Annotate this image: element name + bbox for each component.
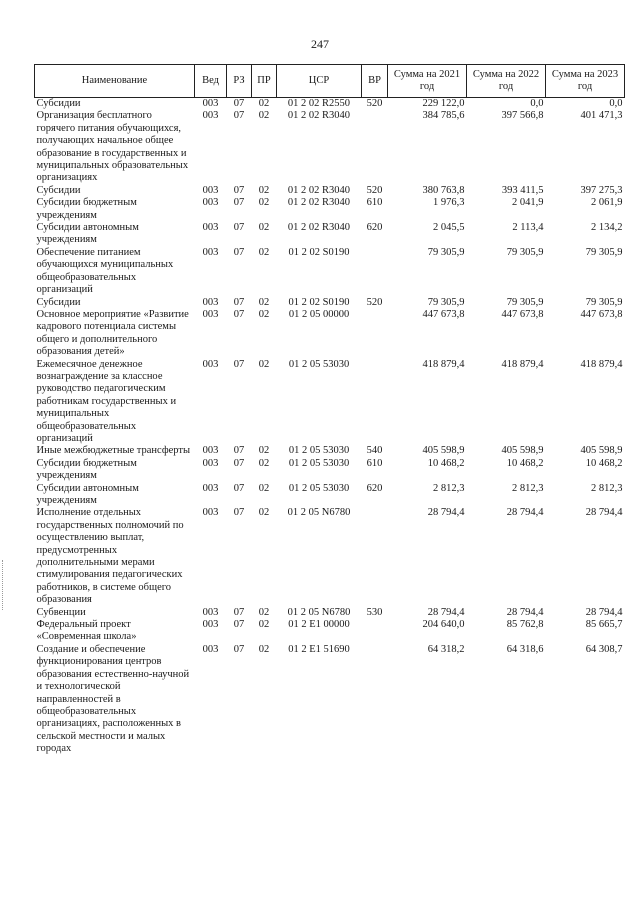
row-vr	[362, 507, 388, 606]
row-name: Ежемесячное денежное вознаграждение за классное руководство педагогическим работникам государственных и муниципальных общеобразовательных организаций	[36, 358, 177, 444]
row-rz: 07	[233, 296, 245, 308]
row-sum-2023: 401 471,3	[580, 110, 623, 122]
row-sum-2022: 64 318,6	[506, 643, 544, 655]
row-vr	[362, 644, 388, 756]
table-row	[35, 110, 625, 184]
row-sum-2021: 229 122,0	[388, 98, 467, 111]
row-sum-2023: 397 275,3	[580, 184, 623, 196]
row-ved: 003	[202, 358, 219, 370]
row-name: Субсидии бюджетным учреждениям	[36, 457, 137, 482]
table-row	[35, 483, 625, 508]
row-pr: 02	[258, 619, 270, 631]
row-sum-2022: 79 305,9	[506, 296, 544, 308]
row-name: Основное мероприятие «Развитие кадрового потенциала системы общего и дополнительного образования детей»	[36, 308, 189, 358]
row-sum-2021: 2 045,5	[433, 222, 465, 234]
row-sum-2023: 85 665,7	[585, 619, 623, 631]
row-sum-2023: 405 598,9	[580, 445, 623, 457]
table-row	[35, 98, 625, 111]
row-ved: 003	[202, 445, 219, 457]
row-sum-2022: 28 794,4	[506, 606, 544, 618]
row-csr: 01 2 E1 00000	[288, 619, 350, 631]
row-ved: 003	[202, 606, 219, 618]
row-name: Субвенции	[36, 606, 86, 618]
row-pr: 02	[258, 457, 270, 469]
row-sum-2022: 10 468,2	[506, 457, 544, 469]
row-csr: 01 2 02 R3040	[287, 184, 351, 196]
row-vr: 620	[366, 222, 383, 234]
row-vr: 520	[366, 296, 383, 308]
row-rz: 07	[233, 482, 245, 494]
row-sum-2021: 28 794,4	[427, 606, 465, 618]
row-csr: 01 2 05 53030	[288, 457, 350, 469]
row-vr: 620	[366, 482, 383, 494]
table-row	[35, 185, 625, 197]
row-pr: 02	[258, 507, 270, 519]
row-csr: 01 2 02 R3040	[287, 197, 351, 209]
row-vr	[362, 110, 388, 184]
row-ved: 003	[202, 482, 219, 494]
row-vr: 530	[366, 606, 383, 618]
row-sum-2022: 405 598,9	[501, 445, 544, 457]
row-rz: 07	[227, 98, 252, 111]
row-sum-2022: 28 794,4	[506, 507, 544, 519]
row-pr: 02	[258, 445, 270, 457]
row-rz: 07	[233, 358, 245, 370]
row-ved: 003	[202, 507, 219, 519]
row-ved: 003	[195, 98, 227, 111]
row-sum-2022: 85 762,8	[506, 619, 544, 631]
row-csr: 01 2 05 00000	[288, 308, 350, 320]
row-ved: 003	[202, 457, 219, 469]
row-csr: 01 2 05 N6780	[287, 606, 351, 618]
margin-marks	[2, 560, 6, 610]
header-sum-2021: Сумма на 2021 год	[388, 65, 467, 98]
header-sum-2023: Сумма на 2023 год	[546, 65, 625, 98]
row-rz: 07	[233, 222, 245, 234]
row-sum-2023: 64 308,7	[585, 643, 623, 655]
row-sum-2023: 2 061,9	[591, 197, 623, 209]
row-ved: 003	[202, 222, 219, 234]
table-row	[35, 507, 625, 606]
row-csr: 01 2 02 S0190	[288, 296, 350, 308]
row-sum-2023: 2 134,2	[591, 222, 623, 234]
table-body	[35, 98, 625, 756]
row-sum-2023: 447 673,8	[580, 308, 623, 320]
row-vr: 520	[362, 98, 388, 111]
row-sum-2023: 2 812,3	[591, 482, 623, 494]
row-csr: 01 2 02 R3040	[287, 222, 351, 234]
row-sum-2022: 397 566,8	[501, 110, 544, 122]
row-sum-2023: 28 794,4	[585, 507, 623, 519]
table-row	[35, 607, 625, 619]
row-name: Иные межбюджетные трансферты	[36, 445, 191, 457]
row-sum-2021: 204 640,0	[422, 619, 465, 631]
row-csr: 01 2 02 R3040	[287, 110, 351, 122]
row-rz: 07	[233, 643, 245, 655]
page-number: 247	[311, 37, 329, 51]
row-sum-2023: 10 468,2	[585, 457, 623, 469]
row-csr: 01 2 05 53030	[288, 445, 350, 457]
row-sum-2021: 405 598,9	[422, 445, 465, 457]
row-name: Субсидии	[36, 184, 81, 196]
row-rz: 07	[233, 184, 245, 196]
header-name: Наименование	[35, 65, 195, 98]
row-sum-2022: 79 305,9	[506, 246, 544, 258]
table-row	[35, 247, 625, 297]
row-name: Организация бесплатного горячего питания обучающихся, получающих начальное общее образование в государственных и муниципальных образовательных организациях	[36, 110, 189, 184]
row-sum-2021: 10 468,2	[427, 457, 465, 469]
header-csr: ЦСР	[277, 65, 362, 98]
row-sum-2021: 380 763,8	[422, 184, 465, 196]
row-ved: 003	[202, 296, 219, 308]
row-rz: 07	[233, 457, 245, 469]
row-rz: 07	[233, 308, 245, 320]
row-csr: 01 2 05 53030	[288, 358, 350, 370]
row-sum-2022: 2 041,9	[512, 197, 544, 209]
row-name: Федеральный проект «Современная школа»	[36, 619, 137, 643]
row-sum-2021: 384 785,6	[422, 110, 465, 122]
table-row	[35, 359, 625, 446]
row-csr: 01 2 05 N6780	[287, 507, 351, 519]
row-sum-2021: 447 673,8	[422, 308, 465, 320]
header-vr: ВР	[362, 65, 388, 98]
budget-table	[34, 64, 625, 756]
row-sum-2022: 418 879,4	[501, 358, 544, 370]
row-sum-2023: 79 305,9	[585, 296, 623, 308]
table-row	[35, 619, 625, 644]
row-pr: 02	[258, 482, 270, 494]
row-name: Исполнение отдельных государственных полномочий по осуществлению выплат, предусмотренных дополнительными мерами стимулирования педагогических работников, в системе общего образования	[36, 507, 184, 606]
row-vr	[362, 619, 388, 644]
row-ved: 003	[202, 308, 219, 320]
row-sum-2023: 418 879,4	[580, 358, 623, 370]
row-pr: 02	[258, 246, 270, 258]
row-sum-2021: 1 976,3	[433, 197, 465, 209]
table-row	[35, 644, 625, 756]
row-vr: 520	[366, 184, 383, 196]
row-ved: 003	[202, 643, 219, 655]
row-sum-2021: 79 305,9	[427, 246, 465, 258]
row-ved: 003	[202, 110, 219, 122]
row-sum-2021: 64 318,2	[427, 643, 465, 655]
row-csr: 01 2 02 R2550	[277, 98, 362, 111]
row-rz: 07	[233, 197, 245, 209]
row-vr: 610	[366, 457, 383, 469]
row-vr	[362, 309, 388, 359]
row-sum-2021: 2 812,3	[433, 482, 465, 494]
header-rz: РЗ	[227, 65, 252, 98]
row-rz: 07	[233, 606, 245, 618]
row-rz: 07	[233, 246, 245, 258]
row-pr: 02	[258, 296, 270, 308]
row-sum-2022: 0,0	[467, 98, 546, 111]
table-row	[35, 297, 625, 309]
row-ved: 003	[202, 184, 219, 196]
row-rz: 07	[233, 110, 245, 122]
row-sum-2023: 79 305,9	[585, 246, 623, 258]
row-pr: 02	[258, 308, 270, 320]
row-sum-2021: 79 305,9	[427, 296, 465, 308]
row-ved: 003	[202, 197, 219, 209]
row-sum-2022: 2 812,3	[512, 482, 544, 494]
row-vr	[362, 247, 388, 297]
row-sum-2022: 2 113,4	[512, 222, 544, 234]
row-pr: 02	[258, 643, 270, 655]
table-row	[35, 309, 625, 359]
table-row	[35, 222, 625, 247]
row-sum-2022: 393 411,5	[501, 184, 544, 196]
row-name: Субсидии бюджетным учреждениям	[36, 197, 137, 221]
row-csr: 01 2 E1 51690	[288, 643, 350, 655]
row-pr: 02	[258, 358, 270, 370]
row-rz: 07	[233, 507, 245, 519]
row-name: Субсидии	[36, 296, 81, 308]
row-ved: 003	[202, 619, 219, 631]
row-name: Субсидии автономным учреждениям	[36, 482, 139, 506]
row-sum-2023: 28 794,4	[585, 606, 623, 618]
row-name: Обеспечение питанием обучающихся муниципальных общеобразовательных организаций	[36, 246, 174, 296]
header-pr: ПР	[252, 65, 277, 98]
table-row	[35, 458, 625, 483]
header-ved: Вед	[195, 65, 227, 98]
row-csr: 01 2 05 53030	[288, 482, 350, 494]
row-pr: 02	[258, 110, 270, 122]
row-name: Субсидии автономным учреждениям	[36, 222, 139, 246]
row-csr: 01 2 02 S0190	[288, 246, 350, 258]
header-sum-2022: Сумма на 2022 год	[467, 65, 546, 98]
row-pr: 02	[252, 98, 277, 111]
row-name: Субсидии	[35, 98, 195, 111]
row-sum-2021: 28 794,4	[427, 507, 465, 519]
row-pr: 02	[258, 606, 270, 618]
row-sum-2023: 0,0	[546, 98, 625, 111]
row-sum-2022: 447 673,8	[501, 308, 544, 320]
row-vr: 610	[366, 197, 383, 209]
table-row	[35, 445, 625, 457]
table-row	[35, 197, 625, 222]
row-vr	[362, 359, 388, 446]
row-rz: 07	[233, 619, 245, 631]
row-ved: 003	[202, 246, 219, 258]
row-rz: 07	[233, 445, 245, 457]
row-pr: 02	[258, 197, 270, 209]
table-header-row	[35, 65, 625, 98]
row-pr: 02	[258, 184, 270, 196]
row-name: Создание и обеспечение функционирования центров образования естественно-научной и технологической направленностей в общеобразовательных организациях, расположенных в сельской местности и малых городах	[36, 643, 190, 755]
row-sum-2021: 418 879,4	[422, 358, 465, 370]
row-pr: 02	[258, 222, 270, 234]
row-vr: 540	[366, 445, 383, 457]
